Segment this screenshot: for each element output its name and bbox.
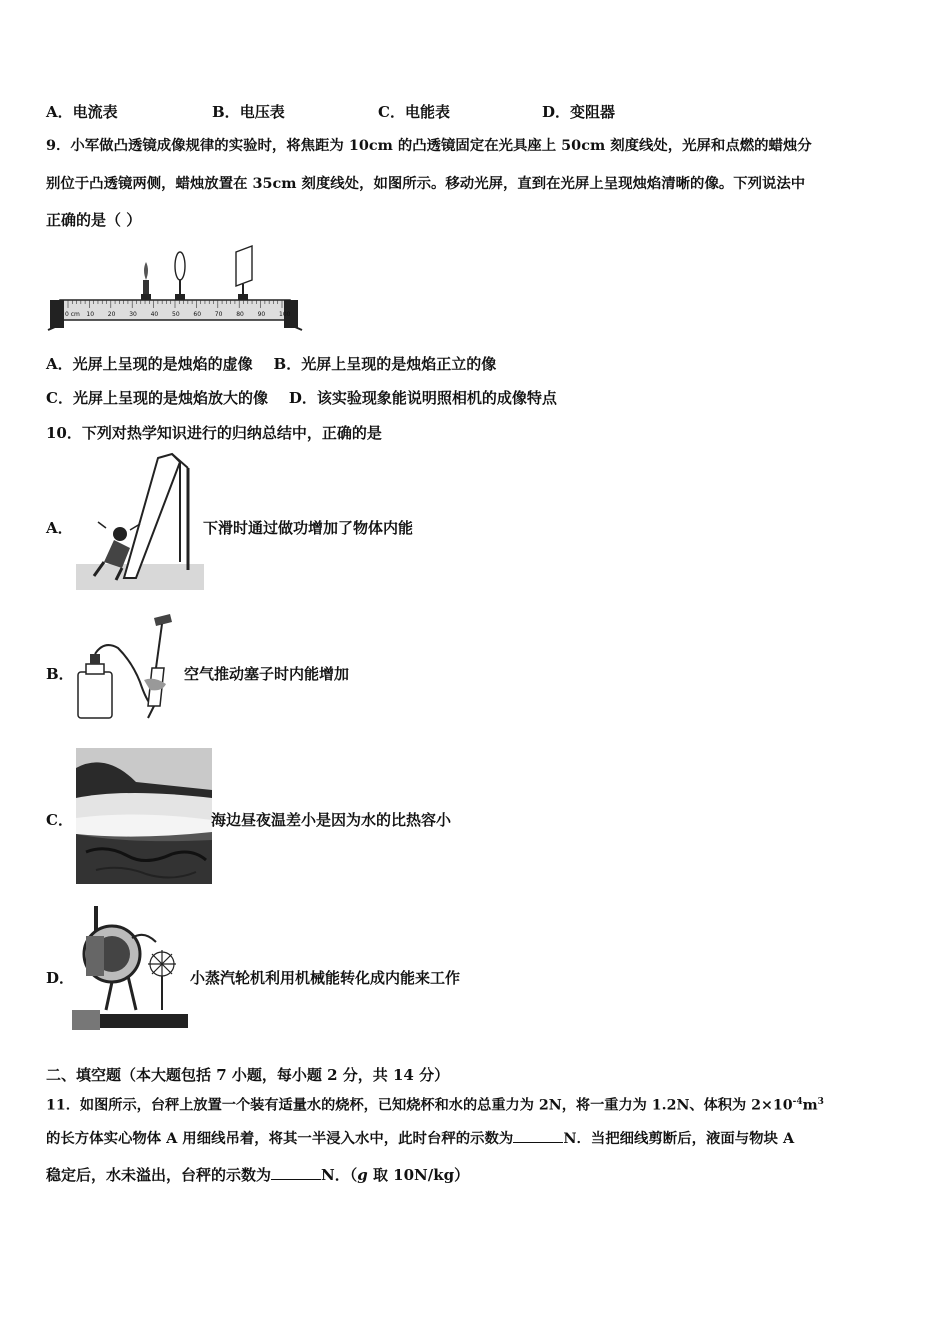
q11-line3: 稳定后，水未溢出，台秤的示数为 N．（g 取 10N/kg） [46,1166,470,1184]
q10-option-a-text: 下滑时通过做功增加了物体内能 [203,519,414,537]
q8-option-a: A．电流表 [46,103,118,121]
candle-flame-icon [144,262,148,280]
answer-blank-2[interactable] [271,1165,321,1180]
q10-option-d-text: 小蒸汽轮机利用机械能转化成内能来工作 [190,969,461,987]
bottle-icon [78,672,112,718]
q9-options-cd: C．光屏上呈现的是烛焰放大的像 D．该实验现象能说明照相机的成像特点 [46,389,557,407]
pump-handle-icon [154,614,172,626]
steam-turbine-image [72,906,190,1034]
q11-line1: 11．如图所示，台秤上放置一个装有适量水的烧杯，已知烧杯和水的总重力为 2N，将一重力为 1.2N、体积为 $2\times 10^{-4}m^3$ [46,1097,824,1114]
q9-options-ab: A．光屏上呈现的是烛焰的虚像 B．光屏上呈现的是烛焰正立的像 [46,355,497,373]
ruler-tick-label: 90 [257,311,266,318]
answer-blank-1[interactable] [513,1128,563,1143]
q10-option-c-label: C． [46,811,73,829]
slide-image [76,452,204,590]
ruler-tick-label: 100 [279,311,291,318]
q10-stem: 10．下列对热学知识进行的归纳总结中，正确的是 [46,424,382,442]
q10-option-b-text: 空气推动塞子时内能增加 [184,665,350,683]
q8-option-d: D．变阻器 [542,103,616,121]
q9-stem-line2: 别位于凸透镜两侧，蜡烛放置在 35cm 刻度线处，如图所示。移动光屏，直到在光屏上呈现烛焰清晰的像。下列说法中 [46,175,806,192]
ruler-tick-label: 50 [172,311,180,318]
q10-option-c-text: 海边昼夜温差小是因为水的比热容小 [211,811,452,829]
optical-bench-figure [46,244,306,334]
convex-lens-icon [175,252,185,280]
child-sliding-icon [113,527,127,541]
ruler-tick-label: 40 [150,311,159,318]
section-heading-fill-in: 二、填空题（本大题包括 7 小题，每小题 2 分，共 14 分） [46,1066,450,1084]
ruler-tick-label: 70 [214,311,223,318]
q10-option-a-label: A． [46,519,73,537]
q8-option-c: C．电能表 [378,103,450,121]
q8-option-b: B．电压表 [212,103,285,121]
q9-stem-line3: 正确的是（ ） [46,211,142,229]
ruler-tick-label: 0 cm [65,311,80,318]
q9-stem-line1: 9．小军做凸透镜成像规律的实验时，将焦距为 10cm 的凸透镜固定在光具座上 50cm 刻度线处，光屏和点燃的蜡烛分 [46,137,812,154]
ruler-tick-label: 60 [193,311,202,318]
seashore-photo [76,748,212,884]
light-screen-icon [236,246,252,286]
ruler-tick-label: 20 [107,311,116,318]
bottle-pump-image [74,610,186,722]
ruler-tick-label: 10 [86,311,95,318]
q11-line2: 的长方体实心物体 A 用细线吊着，将其一半浸入水中，此时台秤的示数为 N．当把细线剪断后，液面与物块 A [46,1130,795,1147]
q10-option-b-label: B． [46,665,74,683]
q10-option-d-label: D． [46,969,75,987]
ruler-tick-label: 80 [236,311,244,318]
ruler-tick-label: 30 [129,311,137,318]
